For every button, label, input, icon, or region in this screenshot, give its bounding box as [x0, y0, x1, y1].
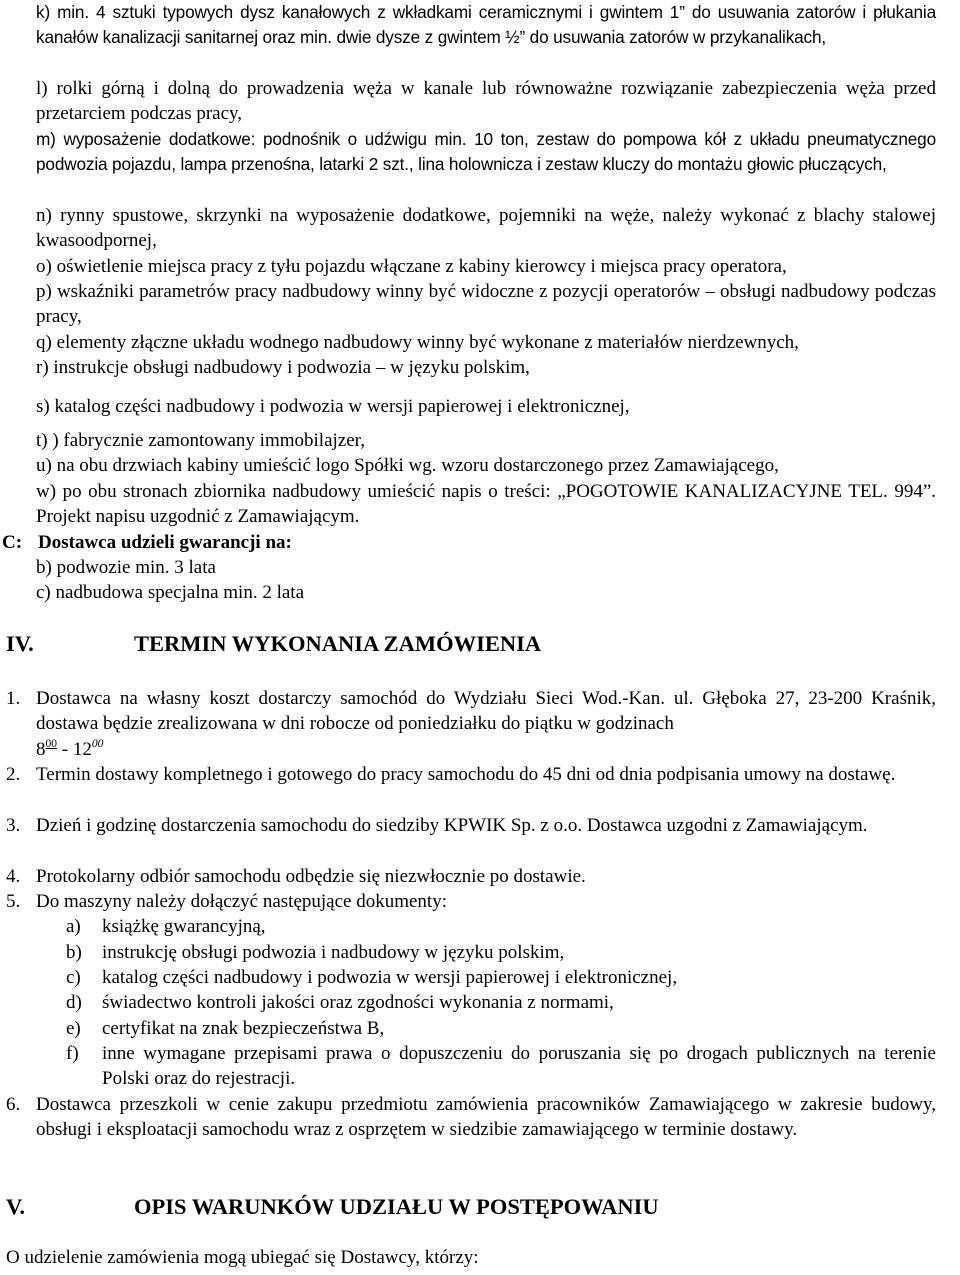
item-l: l) rolki górną i dolną do prowadzenia węża w kanale lub równoważne rozwiązanie zabezpieczenia węża przed przetarciem podczas pracy, [36, 78, 936, 125]
warranty-item-chassis: b) podwozie min. 3 lata [36, 557, 216, 578]
section-5-number: V. [6, 1194, 25, 1219]
item-number: 1. [6, 688, 21, 709]
item-s: s) katalog części nadbudowy i podwozia w wersji papierowej i elektronicznej, [36, 396, 630, 417]
section-4-item-6: 6. Dostawca przeszkoli w cenie zakupu przedmiotu zamówienia pracowników Zamawiającego w zakresie budowy, obsługi i eksploatacji samochodu wraz z osprzętem w siedzibie zamawiającego w terminie dostawy. [6, 1094, 936, 1141]
item-q: q) elementy złączne układu wodnego nadbudowy winny być wykonane z materiałów nierdzewnych, [36, 332, 799, 353]
document-item-e: e) certyfikat na znak bezpieczeństwa B, [66, 1018, 385, 1039]
item-u: u) na obu drzwiach kabiny umieścić logo Spółki wg. wzoru dostarczonego przez Zamawiającego, [36, 455, 779, 476]
item-t: t) ) fabrycznie zamontowany immobilajzer, [36, 430, 365, 451]
section-4-title: TERMIN WYKONANIA ZAMÓWIENIA [134, 631, 542, 656]
warranty-item-superstructure: c) nadbudowa specjalna min. 2 lata [36, 582, 305, 603]
document-item-f: f) inne wymagane przepisami prawa o dopuszczeniu do poruszania się po drogach publicznych na terenie Polski oraz do rejestracji. [66, 1043, 936, 1090]
section-4-number: IV. [6, 631, 34, 656]
section-4-item-5: 5. Do maszyny należy dołączyć następujące dokumenty: [6, 891, 447, 912]
warranty-heading [2, 530, 292, 555]
item-w: w) po obu stronach zbiornika nadbudowy umieścić napis o treści: „POGOTOWIE KANALIZACYJNE TEL. 994”. Projekt napisu uzgodnić z Zamawiającym. [36, 481, 936, 528]
item-o: o) oświetlenie miejsca pracy z tyłu pojazdu włączane z kabiny kierowcy i miejsca pracy operatora, [36, 256, 787, 277]
item-p: p) wskaźniki parametrów pracy nadbudowy winny być widoczne z pozycji operatorów – obsługi nadbudowy podczas pracy, [36, 281, 936, 328]
item-m: m) wyposażenie dodatkowe: podnośnik o udźwigu min. 10 ton, zestaw do pompowa kół z układu pneumatycznego podwozia pojazdu, lampa przenośna, latarki 2 szt., lina holownicza i zestaw kluczy do montażu głowic płuczących, [36, 129, 936, 175]
section-4-item-2: 2. Termin dostawy kompletnego i gotowego do pracy samochodu do 45 dni od dnia podpisania umowy na dostawę. [6, 764, 896, 785]
section-5-title: OPIS WARUNKÓW UDZIAŁU W POSTĘPOWANIU [134, 1194, 659, 1219]
document-item-a: a) książkę gwarancyjną, [66, 916, 266, 937]
warranty-title: Dostawca udzieli gwarancji na: [38, 532, 292, 553]
document-item-d: d) świadectwo kontroli jakości oraz zgodności wykonania z normami, [66, 992, 614, 1013]
item-n: n) rynny spustowe, skrzynki na wyposażenie dodatkowe, pojemniki na węże, należy wykonać z blachy stalowej kwasoodpornej, [36, 205, 936, 252]
item-r: r) instrukcje obsługi nadbudowy i podwozia – w języku polskim, [36, 357, 530, 378]
item-k: k) min. 4 sztuki typowych dysz kanałowych z wkładkami ceramicznymi i gwintem 1” do usuwania zatorów i płukania kanałów kanalizacji sanitarnej oraz min. dwie dysze z gwintem ½” do usuwania zatorów w przykanalikach, [36, 2, 936, 48]
document-item-b: b) instrukcję obsługi podwozia i nadbudowy w języku polskim, [66, 942, 565, 963]
section-5-intro: O udzielenie zamówienia mogą ubiegać się Dostawcy, którzy: [6, 1247, 479, 1268]
item-text: Dostawca na własny koszt dostarczy samochód do Wydziału Sieci Wod.-Kan. ul. Głęboka 27, 23-200 Kraśnik, dostawa będzie zrealizowana w dni robocze od poniedziałku do piątku w godzinach [36, 688, 936, 735]
warranty-label: C: [2, 532, 23, 553]
section-4-item-3: 3. Dzień i godzinę dostarczenia samochodu do siedziby KPWIK Sp. z o.o. Dostawca uzgodni z Zamawiającym. [6, 815, 868, 836]
section-4-item-4: 4. Protokolarny odbiór samochodu odbędzie się niezwłocznie po dostawie. [6, 866, 586, 887]
document-item-c: c) katalog części nadbudowy i podwozia w wersji papierowej i elektronicznej, [66, 967, 678, 988]
section-4-item-1 [6, 686, 936, 762]
delivery-hours: $8^{00} - 12^{00}$ [36, 737, 104, 760]
